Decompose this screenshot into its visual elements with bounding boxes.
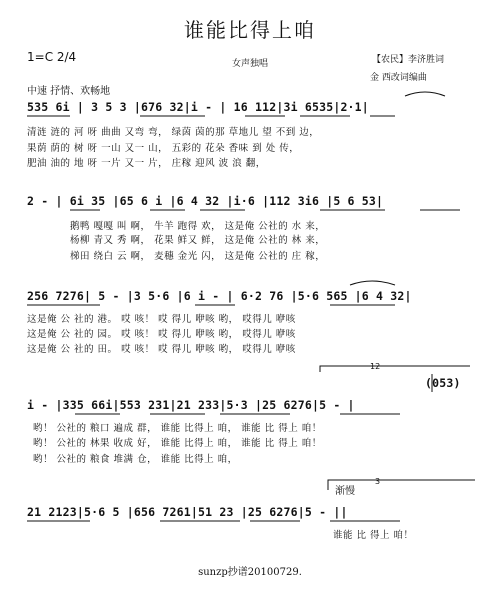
lyric-line-1-2: 果荫 荫的 树 呀 一山 又一 山， 五彩的 花朵 香味 到 处 传， bbox=[27, 143, 300, 154]
lyricist-credit: 【农民】李济胜词 bbox=[372, 55, 445, 65]
notation-line-5: 21 2123|5·6 5 |656 7261|51 23 |25 6276|5 - || bbox=[27, 505, 348, 519]
lyric-line-4-3: 哟！ 公社的 粮食 堆满 仓， 谁能 比得上 咱， bbox=[33, 454, 238, 465]
lyric-line-1-3: 肥油 油的 地 呀 一片 又一 片， 庄稼 迎风 波 浪 翻， bbox=[27, 158, 266, 169]
key-signature: 1=C 2/4 bbox=[27, 50, 77, 64]
lyric-line-1-1: 清涟 涟的 河 呀 曲曲 又弯 弯， 绿茵 茵的那 草地儿 望 不到 边， bbox=[27, 127, 320, 138]
ritardando-marking: 渐慢 bbox=[335, 486, 355, 497]
tempo-marking: 中速 抒情、欢畅地 bbox=[27, 86, 111, 97]
lyric-line-3-3: 这是俺 公 社的 田。 哎 咳！ 哎 得儿 咿咳 哟， 哎得儿 咿咳 bbox=[27, 344, 296, 355]
lyric-line-3-1: 这是俺 公 社的 港。 哎 咳！ 哎 得儿 咿咳 哟， 哎得儿 咿咳 bbox=[27, 314, 296, 325]
transcriber-note: sunzp抄谱20100729. bbox=[198, 567, 302, 578]
song-title: 谁能比得上咱 bbox=[184, 18, 316, 42]
lyric-line-2-1: 鹅鸭 嘎嘎 叫 啊， 牛羊 跑得 欢， 这是俺 公社的 水 来， bbox=[70, 221, 326, 232]
volta-3-label: 3 bbox=[375, 477, 381, 486]
notation-line-1: 535 6i | 3 5 3 |676 32|i - | 16 112|3i 6535|2·1| bbox=[27, 100, 369, 114]
pickup-notes: (053) bbox=[425, 376, 461, 390]
volta-1-2-label: 12 bbox=[370, 362, 381, 371]
composer-credit: 金 西改词编曲 bbox=[370, 73, 427, 83]
performance-style: 女声独唱 bbox=[231, 59, 268, 69]
lyric-line-2-3: 梯田 绕白 云 啊， 麦穗 金光 闪， 这是俺 公社的 庄 稼， bbox=[70, 251, 326, 262]
notation-line-2: 2 - | 6i 35 |65 6 i |6 4 32 |i·6 |112 3i6 |5 6 53| bbox=[27, 194, 384, 208]
notation-line-3: 256 7276| 5 - |3 5·6 |6 i - | 6·2 76 |5·6 565 |6 4 32| bbox=[27, 289, 412, 303]
lyric-line-2-2: 杨柳 青又 秀 啊， 花果 鲜又 鲜， 这是俺 公社的 林 来， bbox=[70, 235, 326, 246]
lyric-line-4-2: 哟！ 公社的 林果 收成 好， 谁能 比得上 咱， 谁能 比 得上 咱！ bbox=[33, 438, 322, 449]
lyric-line-3-2: 这是俺 公 社的 园。 哎 咳！ 哎 得儿 咿咳 哟， 哎得儿 咿咳 bbox=[27, 329, 296, 340]
lyric-line-4-1: 哟！ 公社的 粮口 遍成 群， 谁能 比得上 咱， 谁能 比 得上 咱！ bbox=[33, 423, 322, 434]
notation-line-4: i - |335 66i|553 231|21 233|5·3 |25 6276|5 - | bbox=[27, 398, 355, 412]
lyric-line-5-3: 谁能 比 得上 咱！ bbox=[333, 530, 414, 541]
